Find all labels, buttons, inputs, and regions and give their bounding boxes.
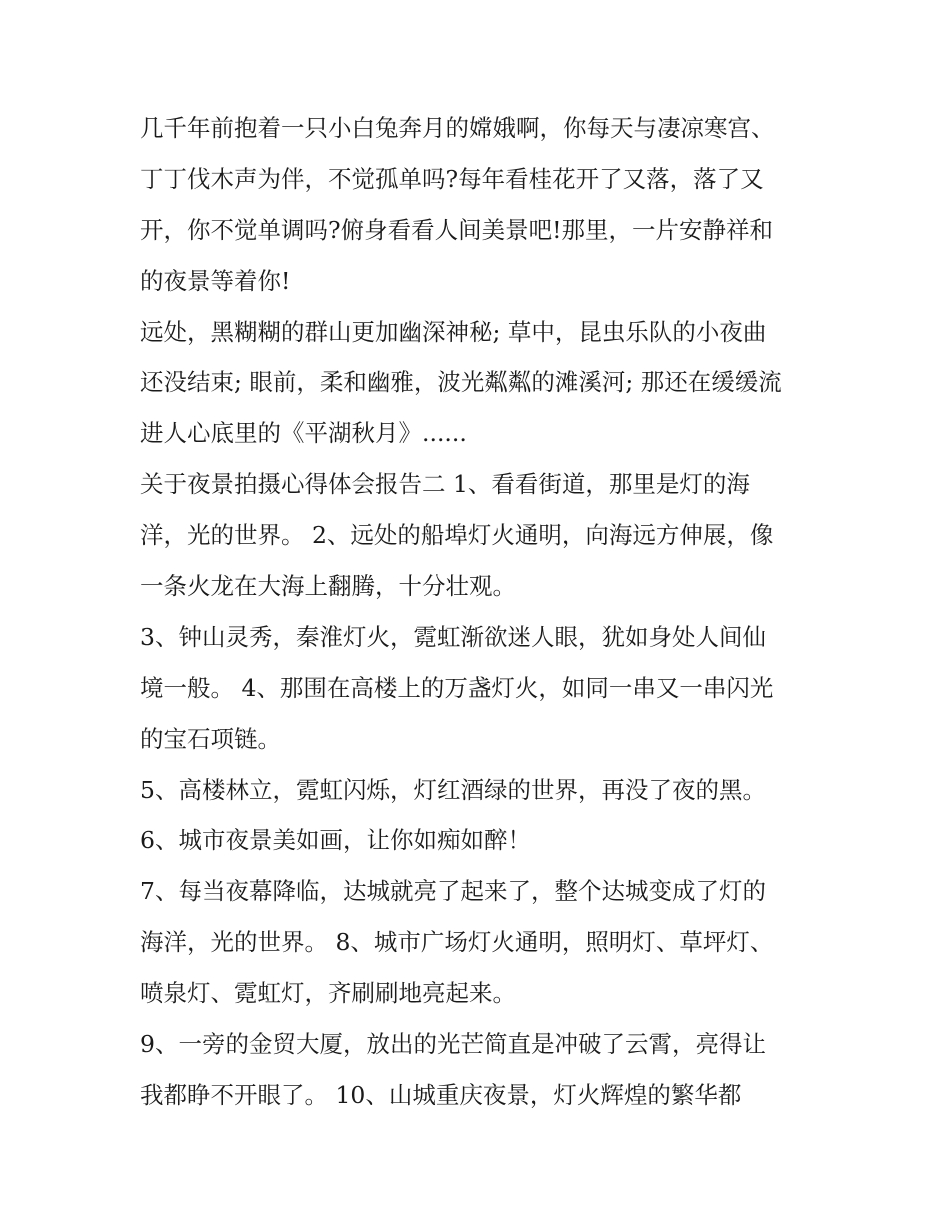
- text-line: 境一般。 4、那围在高楼上的万盏灯火，如同一串又一串闪光: [140, 673, 774, 702]
- text-line: 3、钟山灵秀，秦淮灯火，霓虹渐欲迷人眼，犹如身处人间仙: [140, 622, 766, 651]
- text-line: 5、高楼林立，霓虹闪烁，灯红酒绿的世界，再没了夜的黑。: [140, 775, 766, 804]
- text-line: 关于夜景拍摄心得体会报告二 1、看看街道，那里是灯的海: [140, 470, 750, 499]
- text-line: 海洋，光的世界。 8、城市广场灯火通明，照明灯、草坪灯、: [140, 928, 774, 957]
- text-line: 的宝石项链。: [140, 724, 281, 753]
- text-line: 一条火龙在大海上翻腾，十分壮观。: [140, 572, 516, 601]
- text-line: 开，你不觉单调吗?俯身看看人间美景吧!那里，一片安静祥和: [140, 215, 774, 244]
- text-line: 进人心底里的《平湖秋月》......: [140, 419, 467, 448]
- text-line: 洋，光的世界。 2、远处的船埠灯火通明，向海远方伸展，像: [140, 521, 774, 550]
- text-line: 7、每当夜幕降临，达城就亮了起来了，整个达城变成了灯的: [140, 877, 766, 906]
- text-line: 丁丁伐木声为伴，不觉孤单吗?每年看桂花开了又落，落了又: [140, 164, 764, 193]
- document-body: [140, 103, 820, 1121]
- text-line: 远处，黑糊糊的群山更加幽深神秘; 草中，昆虫乐队的小夜曲: [140, 317, 767, 346]
- text-line: 几千年前抱着一只小白兔奔月的嫦娥啊，你每天与凄凉寒宫、: [140, 114, 775, 142]
- text-line: 还没结束; 眼前，柔和幽雅，波光粼粼的滩溪河; 那还在缓缓流: [140, 368, 782, 397]
- text-line: 我都睁不开眼了。 10、山城重庆夜景，灯火辉煌的繁华都: [140, 1080, 742, 1109]
- text-line: 9、一旁的金贸大厦，放出的光芒简直是冲破了云霄，亮得让: [140, 1030, 766, 1059]
- text-line: 6、城市夜景美如画，让你如痴如醉！: [140, 826, 531, 855]
- text-line: 喷泉灯、霓虹灯，齐刷刷地亮起来。: [140, 979, 516, 1008]
- text-line: 的夜景等着你!: [140, 266, 291, 295]
